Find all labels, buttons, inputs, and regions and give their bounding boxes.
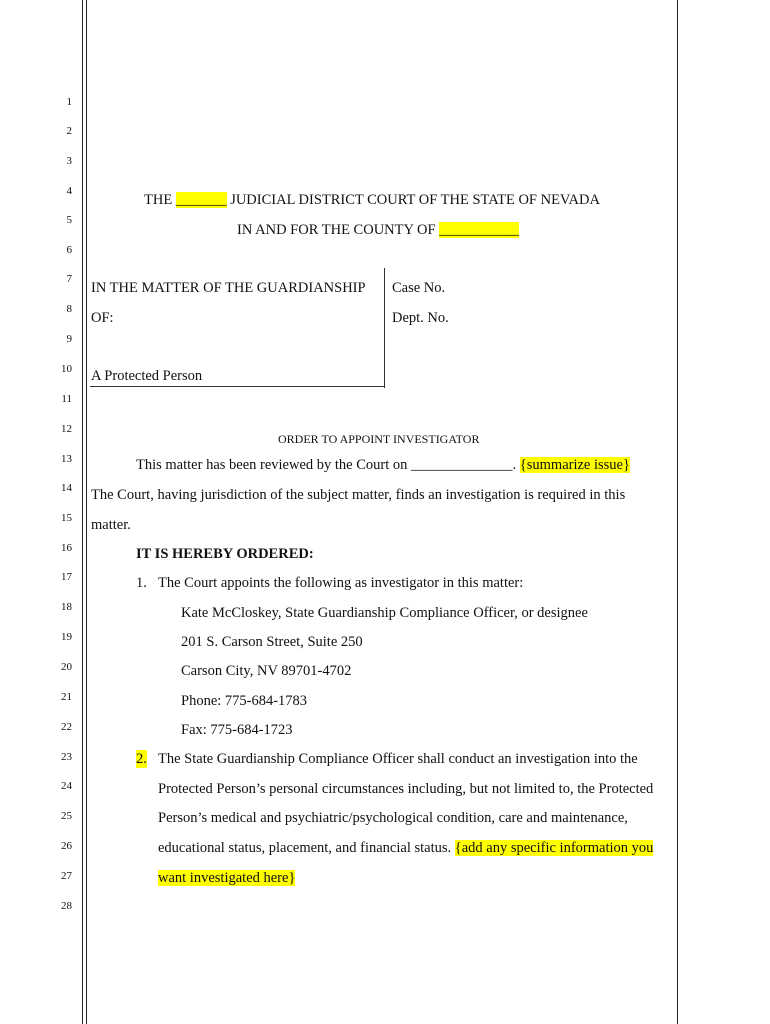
- line-number: 13: [61, 453, 72, 465]
- line-number: 24: [61, 780, 72, 792]
- line-number: 17: [61, 571, 72, 583]
- line-number: 27: [61, 870, 72, 882]
- item2-line2: Protected Person’s personal circumstances including, but not limited to, the Protected: [158, 781, 654, 797]
- line-number: 26: [61, 840, 72, 852]
- intro-line3: matter.: [91, 517, 131, 533]
- line-number: 8: [66, 303, 72, 315]
- item2-line1: The State Guardianship Compliance Officer shall conduct an investigation into the: [158, 751, 638, 767]
- line-number: 7: [66, 273, 72, 285]
- intro-review-text: This matter has been reviewed by the Court on ______________.: [136, 457, 520, 473]
- item1-text: The Court appoints the following as investigator in this matter:: [158, 575, 524, 591]
- summarize-issue-placeholder[interactable]: {summarize issue}: [519, 457, 630, 473]
- line-number: 22: [61, 721, 72, 733]
- item2-line4-text: educational status, placement, and financial status.: [158, 840, 455, 856]
- item2-line3: Person’s medical and psychiatric/psychological condition, care and maintenance,: [158, 810, 628, 826]
- specific-info-placeholder-cont[interactable]: want investigated here}: [158, 870, 296, 886]
- court-heading-post: JUDICIAL DISTRICT COURT OF THE STATE OF NEVADA: [226, 192, 600, 208]
- matter-line2: OF:: [91, 310, 114, 326]
- line-number: 2: [66, 125, 72, 137]
- line-number: 6: [66, 244, 72, 256]
- line-number: 11: [61, 393, 72, 405]
- line-number: 28: [61, 900, 72, 912]
- line-number: 14: [61, 482, 72, 494]
- ordered-heading: IT IS HEREBY ORDERED:: [136, 546, 314, 562]
- left-margin-rule-outer: [82, 0, 83, 1024]
- specific-info-placeholder[interactable]: {add any specific information you: [454, 840, 654, 856]
- case-number-field[interactable]: Case No.: [392, 280, 446, 296]
- line-number: 4: [66, 185, 72, 197]
- protected-person-label: A Protected Person: [91, 368, 203, 384]
- line-number: 25: [61, 810, 72, 822]
- district-number-blank[interactable]: _______: [175, 192, 227, 208]
- line-number: 18: [61, 601, 72, 613]
- line-number: 3: [66, 155, 72, 167]
- court-heading-line2: [237, 221, 519, 239]
- line-number: 10: [61, 363, 72, 375]
- line-number: 23: [61, 751, 72, 763]
- county-heading-pre: IN AND FOR THE COUNTY OF: [237, 222, 440, 238]
- caption-divider-horizontal: [90, 386, 385, 387]
- court-heading-line1: [144, 191, 600, 209]
- line-number: 16: [61, 542, 72, 554]
- line-number: 9: [66, 333, 72, 345]
- line-number: 15: [61, 512, 72, 524]
- item2-line5: [158, 869, 295, 887]
- matter-line1: IN THE MATTER OF THE GUARDIANSHIP: [91, 280, 366, 296]
- item2-number: 2.: [136, 751, 147, 767]
- investigator-phone: Phone: 775-684-1783: [181, 693, 308, 709]
- dept-number-field[interactable]: Dept. No.: [392, 310, 449, 326]
- intro-line2: The Court, having jurisdiction of the subject matter, finds an investigation is required in this: [91, 487, 626, 503]
- line-number: 20: [61, 661, 72, 673]
- caption-divider-vertical: [384, 268, 385, 388]
- investigator-address2: Carson City, NV 89701-4702: [181, 663, 352, 679]
- investigator-fax: Fax: 775-684-1723: [181, 722, 293, 738]
- line-number: 21: [61, 691, 72, 703]
- line-number: 5: [66, 214, 72, 226]
- order-title: ORDER TO APPOINT INVESTIGATOR: [278, 432, 480, 446]
- left-margin-rule-inner: [86, 0, 87, 1024]
- county-name-blank[interactable]: ___________: [439, 222, 519, 238]
- intro-line1: [136, 456, 630, 474]
- right-margin-rule: [677, 0, 678, 1024]
- investigator-address1: 201 S. Carson Street, Suite 250: [181, 634, 363, 650]
- line-number: 1: [66, 96, 72, 108]
- line-number: 19: [61, 631, 72, 643]
- court-heading-pre: THE: [144, 192, 176, 208]
- item2-line4: [158, 839, 653, 857]
- investigator-name: Kate McCloskey, State Guardianship Compliance Officer, or designee: [181, 605, 588, 621]
- line-number: 12: [61, 423, 72, 435]
- item1-number: 1.: [136, 575, 147, 591]
